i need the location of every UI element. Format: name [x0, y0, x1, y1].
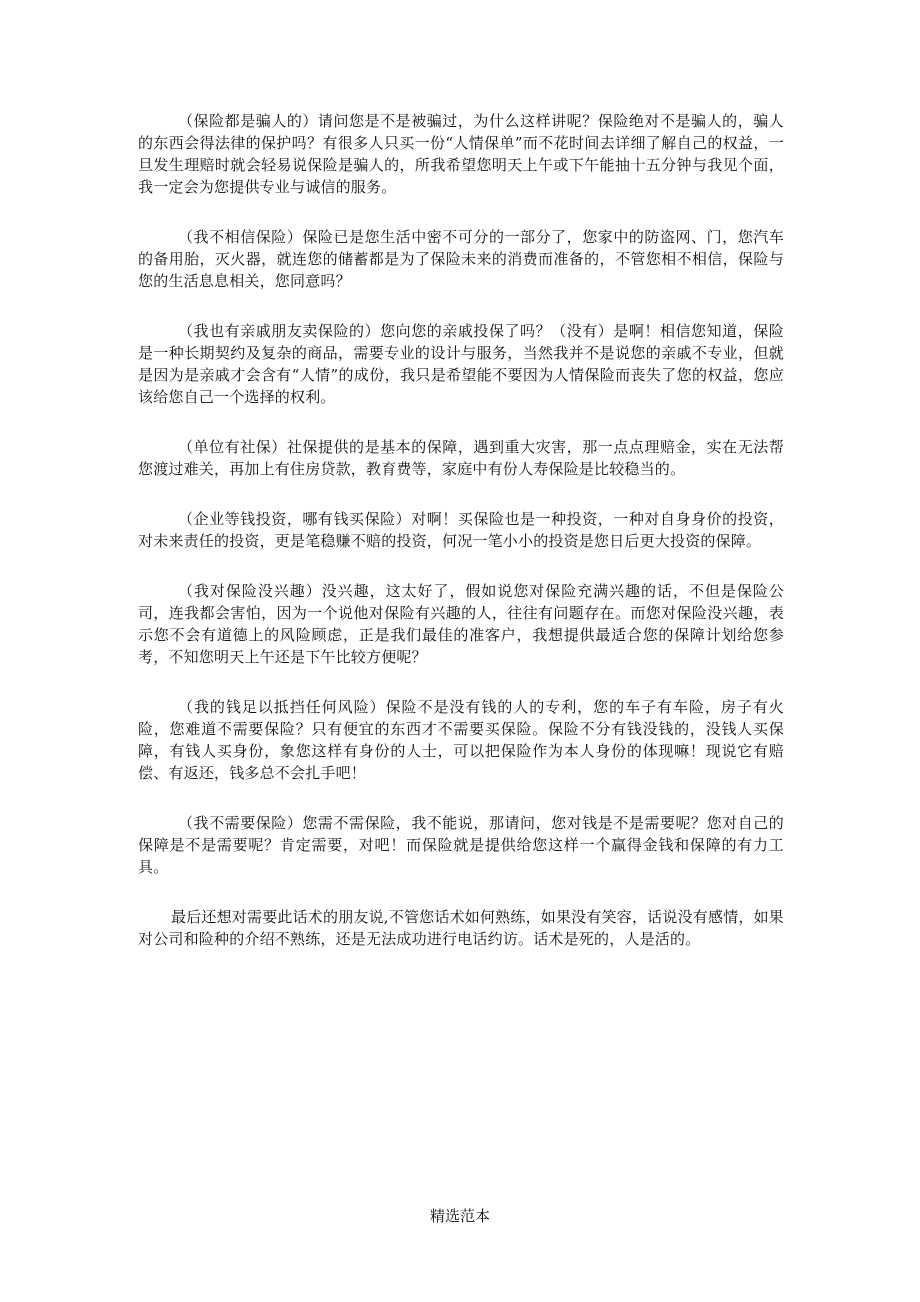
paragraph-not-believe: （我不相信保险）保险已是您生活中密不可分的一部分了，您家中的防盗网、门，您汽车的备用胎，灭火器，就连您的储蓄都是为了保险未来的消费而准备的，不管您相不相信，保险与您的生活息息相关，您同意吗？ [138, 228, 784, 290]
paragraph-enough-money: （我的钱足以抵挡任何风险）保险不是没有钱的人的专利，您的车子有车险，房子有火险，您难道不需要保险？只有便宜的东西才不需要买保险。保险不分有钱没钱的，没钱人买保障，有钱人买身份，象您这样有身份的人士，可以把保险作为本人身份的体现嘛！现说它有赔偿、有返还，钱多总不会扎手吧！ [138, 698, 784, 782]
paragraph-social-security: （单位有社保）社保提供的是基本的保障，遇到重大灾害，那一点点理赔金，实在无法帮您渡过难关，再加上有住房贷款，教育费等，家庭中有份人寿保险是比较稳当的。 [138, 438, 784, 478]
paragraph-no-need: （我不需要保险）您需不需保险，我不能说，那请问，您对钱是不是需要呢？您对自己的保障是不是需要呢？肯定需要，对吧！而保险就是提供给您这样一个赢得金钱和保障的有力工具。 [138, 814, 784, 876]
paragraph-business-investment: （企业等钱投资，哪有钱买保险）对啊！买保险也是一种投资，一种对自身身价的投资，对未来责任的投资，更是笔稳赚不赔的投资，何况一笔小小的投资是您日后更大投资的保障。 [138, 510, 784, 550]
paragraph-no-interest: （我对保险没兴趣）没兴趣，这太好了，假如说您对保险充满兴趣的话，不但是保险公司，连我都会害怕，因为一个说他对保险有兴趣的人，往往有问题存在。而您对保险没兴趣，表示您不会有道德上的风险顾虑，正是我们最佳的准客户，我想提供最适合您的保障计划给您参考，不知您明天上午还是下午比较方便呢？ [138, 582, 784, 666]
paragraph-insurance-scam: （保险都是骗人的）请问您是不是被骗过，为什么这样讲呢？保险绝对不是骗人的，骗人的东西会得法律的保护吗？有很多人只买一份“人情保单”而不花时间去详细了解自己的权益，一旦发生理赔时就会轻易说保险是骗人的，所我希望您明天上午或下午能抽十五分钟与我见个面，我一定会为您提供专业与诚信的服务。 [138, 112, 784, 196]
paragraph-closing-note: 最后还想对需要此话术的朋友说,不管您话术如何熟练，如果没有笑容，话说没有感情，如果对公司和险种的介绍不熟练，还是无法成功进行电话约访。话术是死的，人是活的。 [138, 908, 784, 948]
document-body [138, 110, 784, 978]
page-footer: 精选范本 [429, 1207, 490, 1225]
paragraph-relatives-sell: （我也有亲戚朋友卖保险的）您向您的亲戚投保了吗？（没有）是啊！相信您知道，保险是一种长期契约及复杂的商品，需要专业的设计与服务，当然我并不是说您的亲戚不专业，但就是因为是亲戚才会含有“人情”的成份，我只是希望能不要因为人情保险而丧失了您的权益，您应该给您自己一个选择的权利。 [138, 322, 784, 406]
